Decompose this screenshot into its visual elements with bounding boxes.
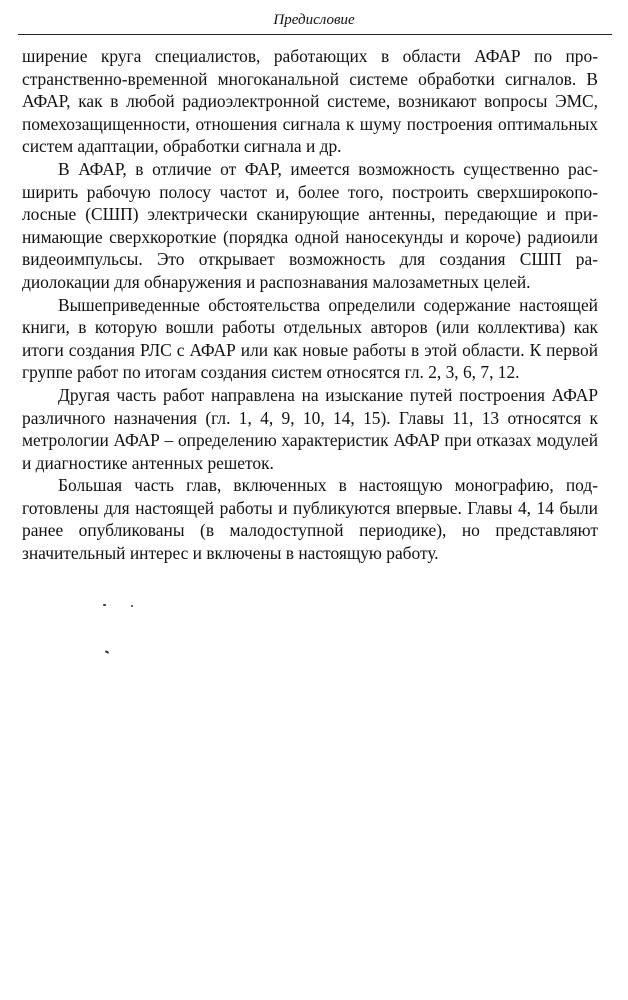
paragraph-5: Большая часть глав, включенных в настоящую монографию, подготовлены для настоящей работы и публикуются впервые. Главы 4, 14 были ранее опубликованы (в малодоступной периодике), но представляют значительный интерес и включены в настоящую работу. [22, 475, 598, 564]
paragraph-3: Вышеприведенные обстоятельства определили содержание настоящей книги, в которую вошли работы отдельных авторов (или коллектива) как итоги создания РЛС с АФАР или как новые работы в этой области. К первой группе работ по итогам создания систем относятся гл. 2, 3, 6, 7, 12. [22, 294, 598, 383]
paragraph-4: Другая часть работ направлена на изыскание путей построения АФАР различного назначения (гл. 1, 4, 9, 10, 14, 15). Главы 11, 13 относятся к метрологии АФАР – определению характеристик АФАР при отказах модулей и диагностике антенных решеток. [22, 384, 598, 473]
scan-speck [131, 605, 133, 607]
body-text [22, 45, 598, 565]
paragraph-1: ширение круга специалистов, работающих в области АФАР по пространственно-временной многоканальной системе обработки сигналов. В АФАР, как в любой радиоэлектронной системе, возникают вопросы ЭМС, помехозащищенности, отношения сигнала к шуму построения оптимальных систем адаптации, обработки сигнала и др. [22, 46, 598, 157]
scan-speck [103, 604, 106, 606]
scan-speck [105, 650, 109, 654]
header-rule [18, 34, 612, 35]
paragraph-2: В АФАР, в отличие от ФАР, имеется возможность существенно расширить рабочую полосу частот и, более того, построить сверхширокополосные (СШП) электрически сканирующие антенны, передающие и принимающие сверхкороткие (порядка одной наносекунды и короче) радиоили видеоимпульсы. Это открывает возможность для создания СШП радиолокации для обнаружения и распознавания малозаметных целей. [22, 158, 598, 292]
running-title: Предисловие [273, 12, 355, 28]
